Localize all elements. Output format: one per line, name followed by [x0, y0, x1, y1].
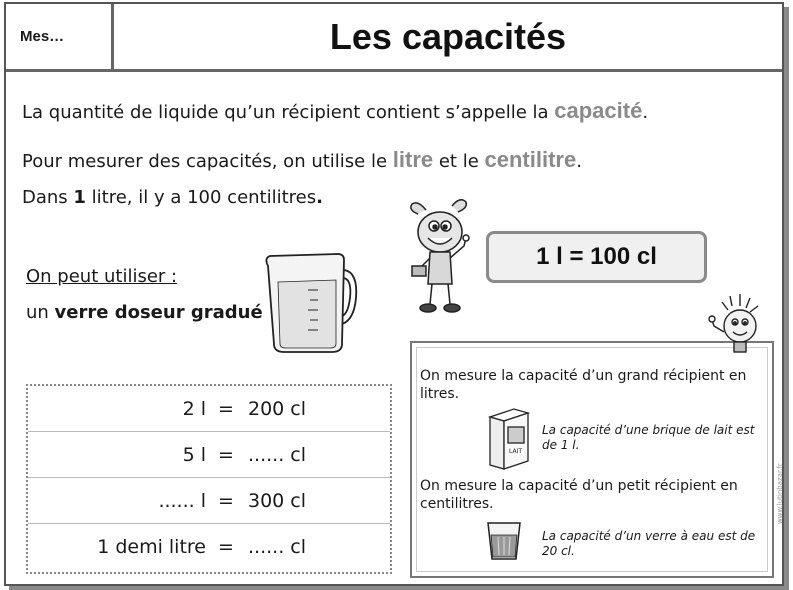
keyword-capacite: capacité: [554, 98, 643, 123]
lightbulb-character-icon: [702, 292, 766, 364]
header: [6, 4, 782, 72]
table-row: 5 l = ...... cl: [28, 432, 390, 478]
measuring-jug-icon: [260, 248, 360, 356]
tool-text: un verre doseur gradué: [26, 302, 263, 323]
page-title: Les capacités: [114, 4, 782, 72]
tool-name: verre doseur gradué: [54, 302, 263, 323]
tool-label: On peut utiliser :: [26, 266, 178, 287]
formula-box: 1 l = 100 cl: [486, 231, 707, 283]
header-tab: Mes…: [6, 4, 114, 72]
info-small-note: La capacité d’un verre à eau est de 20 cl.: [542, 529, 756, 558]
milk-carton-icon: [484, 403, 532, 471]
keyword-centilitre: centilitre: [484, 147, 577, 172]
table-row: 1 demi litre = ...... cl: [97, 536, 307, 558]
watermark: www.lutinbazar.fr: [776, 463, 784, 524]
info-large-text: On mesure la capacité d’un grand récipient en litres.: [420, 368, 747, 402]
intro-line-1: La quantité de liquide qu’un récipient contient s’appelle la capacité.: [22, 98, 649, 123]
info-box: [410, 341, 774, 578]
intro-line-2: Pour mesurer des capacités, on utilise le litre et le centilitre.: [22, 147, 582, 172]
table-row: ...... l = 300 cl: [28, 478, 390, 524]
water-glass-icon: [484, 519, 524, 563]
conversion-table: [26, 384, 392, 574]
keyword-litre: litre: [392, 147, 434, 172]
info-small-text: On mesure la capacité d’un petit récipient en centilitres.: [420, 478, 738, 512]
table-row: 2 l = 200 cl: [28, 386, 390, 432]
character-illustration: [404, 196, 480, 320]
info-large-note: La capacité d’une brique de lait est de 1 l.: [542, 423, 755, 452]
svg-text:LAIT: LAIT: [509, 448, 523, 455]
worksheet: [4, 2, 784, 586]
intro-line-3: Dans 1 litre, il y a 100 centilitres.: [22, 187, 323, 208]
